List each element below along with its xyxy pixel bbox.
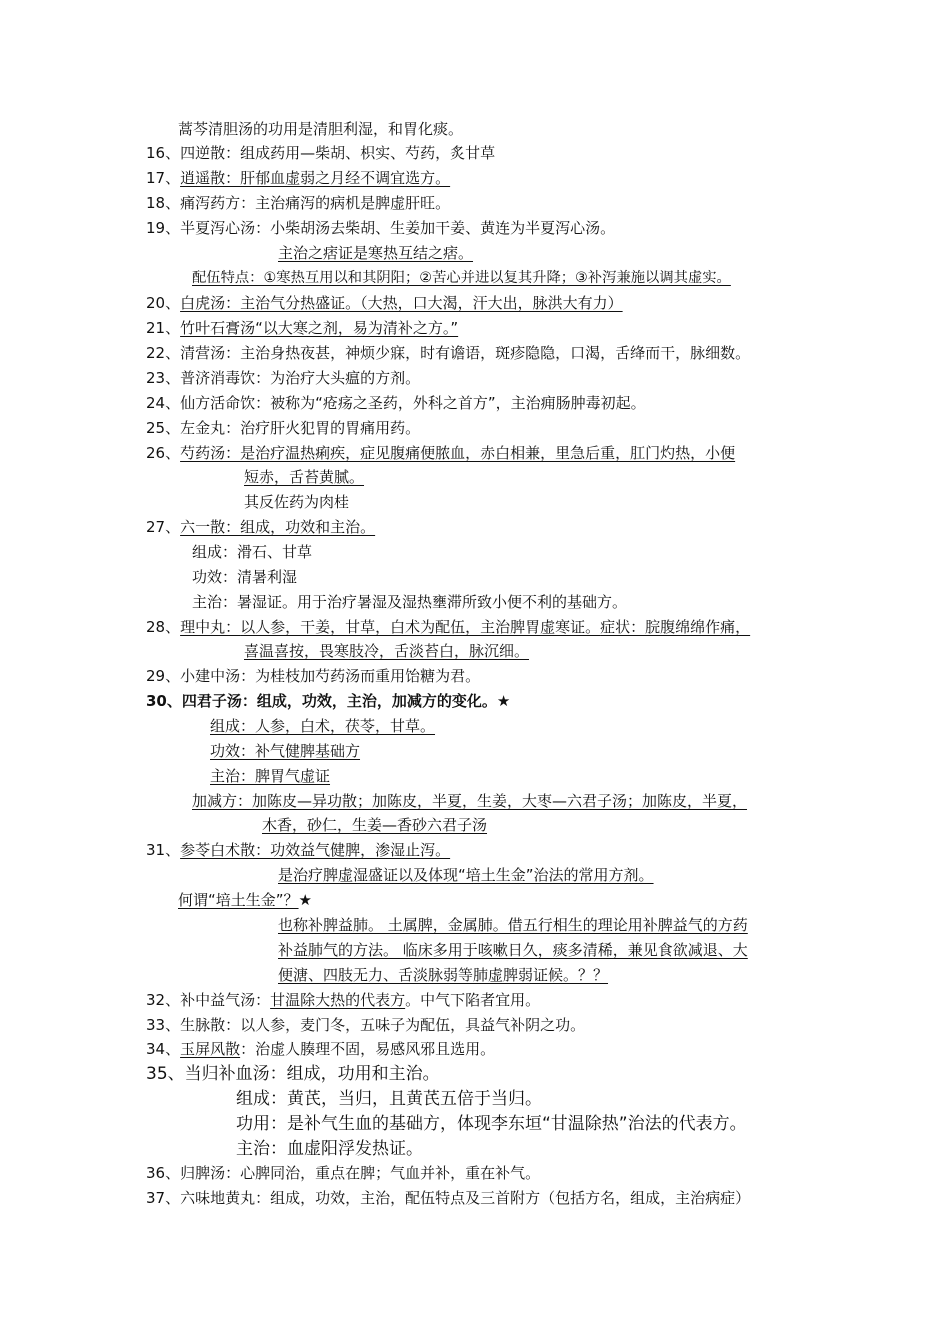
text-line: 19、半夏泻心汤：小柴胡汤去柴胡、生姜加干姜、黄连为半夏泻心汤。 [146,219,616,237]
text-line: 主治：脾胃气虚证 [210,767,331,785]
text-line: 木香，砂仁，生姜—香砂六君子汤 [262,816,488,834]
text-line: 23、普济消毒饮：为治疗大头瘟的方剂。 [146,369,421,387]
text-line: 加减方：加陈皮—异功散；加陈皮，半夏，生姜，大枣—六君子汤；加陈皮，半夏， [192,792,748,810]
text-line: 功效：清暑利湿 [192,568,298,586]
text-line: 功效：补气健脾基础方 [210,742,361,760]
text-line: 24、仙方活命饮：被称为“疮疡之圣药，外科之首方”，主治痈肠肿毒初起。 [146,394,646,412]
text-line: 29、小建中汤：为桂枝加芍药汤而重用饴糖为君。 [146,667,481,685]
text-line: 主治：暑湿证。用于治疗暑湿及湿热壅滞所致小便不利的基础方。 [192,593,628,611]
text-line: 22、清营汤：主治身热夜甚，神烦少寐，时有谵语，斑疹隐隐，口渴，舌绛而干，脉细数。 [146,344,751,362]
text-line: 20、白虎汤：主治气分热盛证。（大热，口大渴，汗大出，脉洪大有力） [146,294,623,312]
text-line: 25、左金丸：治疗肝火犯胃的胃痛用药。 [146,419,421,437]
text-line: 蒿芩清胆汤的功用是清胆利湿，和胃化痰。 [178,120,464,138]
text-line: 功用：是补气生血的基础方，体现李东垣“甘温除热”治法的代表方。 [236,1114,747,1134]
text-line: 也称补脾益肺。 土属脾，金属肺。借五行相生的理论用补脾益气的方药 [278,916,748,934]
text-line: 其反佐药为肉桂 [244,493,350,511]
text-line: 补益肺气的方法。 临床多用于咳嗽日久，痰多清稀，兼见食欲减退、大 [278,941,748,959]
text-line: 18、痛泻药方：主治痛泻的病机是脾虚肝旺。 [146,194,451,212]
text-line: 34、玉屏风散：治虚人腠理不固，易感风邪且选用。 [146,1040,496,1058]
text-line: 便溏、四肢无力、舌淡脉弱等肺虚脾弱证候。？？ [278,966,609,984]
text-line: 21、竹叶石膏汤“以大寒之剂，易为清补之方。” [146,319,459,337]
text-line: 31、参苓白术散：功效益气健脾，渗湿止泻。 [146,841,451,859]
text-line: 35、当归补血汤：组成，功用和主治。 [146,1064,440,1084]
text-line: 27、六一散：组成，功效和主治。 [146,518,376,536]
text-line: 组成：人参，白术，茯苓，甘草。 [210,717,436,735]
text-line: 33、生脉散：以人参，麦门冬，五味子为配伍，具益气补阴之功。 [146,1016,586,1034]
text-line: 何谓“培土生金”？★ [178,891,312,909]
text-line: 16、四逆散：组成药用—柴胡、枳实、芍药，炙甘草 [146,144,496,162]
text-line: 37、六味地黄丸：组成，功效，主治，配伍特点及三首附方（包括方名，组成，主治病症） [146,1189,751,1207]
text-line: 是治疗脾虚湿盛证以及体现“培土生金”治法的常用方剂。 [278,866,654,884]
text-line: 17、逍遥散：肝郁血虚弱之月经不调宜选方。 [146,169,451,187]
text-line: 配伍特点：①寒热互用以和其阴阳；②苦心并进以复其升降；③补泻兼施以调其虚实。 [192,270,731,286]
text-line: 32、补中益气汤：甘温除大热的代表方。中气下陷者宜用。 [146,991,541,1009]
text-line: 主治：血虚阳浮发热证。 [236,1139,423,1159]
text-line: 28、理中丸：以人参，干姜，甘草，白术为配伍，主治脾胃虚寒证。症状：脘腹绵绵作痛， [146,618,751,636]
text-line: 主治之痞证是寒热互结之痞。 [278,244,474,262]
text-line: 30、四君子汤：组成，功效，主治，加减方的变化。★ [146,692,511,710]
text-line: 26、芍药汤：是治疗温热痢疾，症见腹痛便脓血，赤白相兼，里急后重，肛门灼热，小便 [146,444,736,462]
text-line: 36、归脾汤：心脾同治，重点在脾；气血并补，重在补气。 [146,1164,541,1182]
text-line: 组成：黄芪，当归，且黄芪五倍于当归。 [236,1089,542,1109]
text-line: 短赤，舌苔黄腻。 [244,468,365,486]
text-line: 组成：滑石、甘草 [192,543,313,561]
text-line: 喜温喜按，畏寒肢冷，舌淡苔白，脉沉细。 [244,642,530,660]
